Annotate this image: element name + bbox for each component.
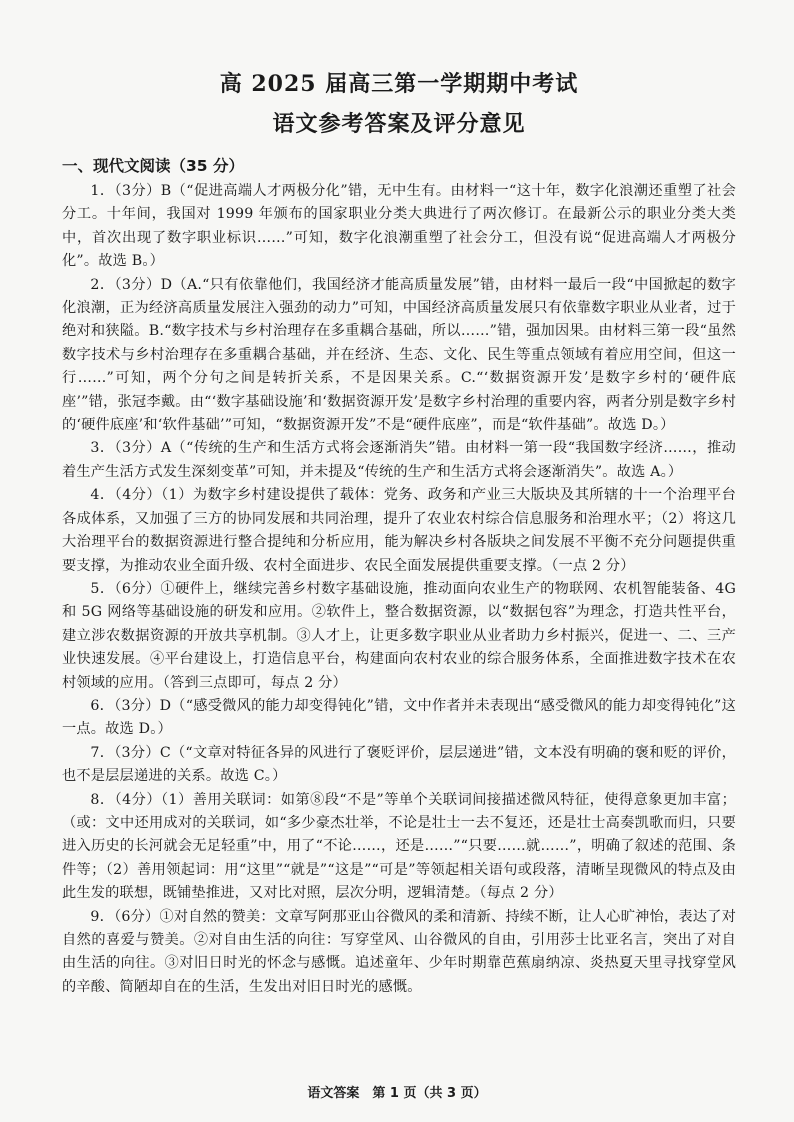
- page-footer: 语文答案 第 1 页（共 3 页）: [307, 1086, 487, 1101]
- answer-list: [62, 180, 736, 999]
- answer-item-4: 4．（4分）（1）为数字乡村建设提供了载体：党务、政务和产业三大版块及其所辖的十一个治理平台各成体系，又加强了三方的协同发展和共同治理，提升了农业农村综合信息服务和治理水平；（2）将这几大治理平台的数据资源进行整合提纯和分析应用，能为解决乡村各版块之间发展不平衡不充分问题提供重要支撑，为推动农业全面升级、农村全面进步、农民全面发展提供重要支撑。（一点 2 分）: [62, 487, 736, 574]
- answer-item-1: 1．（3分）B（“促进高端人才两极分化”错，无中生有。由材料一“这十年，数字化浪潮还重塑了社会分工。十年间，我国对 1999 年颁布的国家职业分类大典进行了两次修订。在最新公示的职业分类大类中，首次出现了数字职业标识……”可知，数字化浪潮重塑了社会分工，但没有说“促进高端人才两极分化”。故选 B。）: [62, 183, 736, 270]
- answer-item-7: 7．（3分）C（“文章对特征各异的风进行了褒贬评价，层层递进”错，文本没有明确的褒和贬的评价，也不是层层递进的关系。故选 C。）: [62, 744, 736, 785]
- answer-key-subtitle: 语文参考答案及评分意见: [272, 111, 526, 137]
- section-heading: 一、现代文阅读（35 分）: [62, 157, 244, 175]
- answer-item-8: 8．（4分）（1）善用关联词：如第⑧段“不是”等单个关联词间接描述微风特征，使得意象更加丰富；（或：文中还用成对的关联词，如“多少豪杰壮举，不论是壮士一去不复还，还是壮士高奏凯歌而归，只要进入历史的长河就会无足轻重”中，用了“不论……，还是……”“只要……就……”，明确了叙述的范围、条件等；（2）善用领起词：用“这里”“就是”“这是”“可是”等领起相关语句或段落，清晰呈现微风的特点及由此生发的联想，既铺垫推进，又对比对照，层次分明，逻辑清楚。（每点 2 分）: [62, 791, 736, 902]
- answer-item-5: 5．（6分）①硬件上，继续完善乡村数字基础设施，推动面向农业生产的物联网、农机智能装备、4G 和 5G 网络等基础设施的研发和应用。②软件上，整合数据资源，以“数据包容”为理念，打造共性平台，建立涉农数据资源的开放共享机制。③人才上，让更多数字职业从业者助力乡村振兴，促进一、二、三产业快速发展。④平台建设上，打造信息平台，构建面向农村农业的综合服务体系，全面推进数字技术在农村领域的应用。（答到三点即可，每点 2 分）: [62, 580, 736, 691]
- answer-item-9: 9．（6分）①对自然的赞美：文章写阿那亚山谷微风的柔和清新、持续不断，让人心旷神怡，表达了对自然的喜爱与赞美。②对自由生活的向往：写穿堂风、山谷微风的自由，引用莎士比亚名言，突出了对自由生活的向往。③对旧日时光的怀念与感慨。追述童年、少年时期靠芭蕉扇纳凉、炎热夏天里寻找穿堂风的辛酸、简陋却自在的生活，生发出对旧日时光的感慨。: [62, 908, 736, 995]
- answer-item-2: 2．（3分）D（A.“只有依靠他们，我国经济才能高质量发展”错，由材料一最后一段“中国掀起的数字化浪潮，正为经济高质量发展注入强劲的动力”可知，中国经济高质量发展只有依靠数字职业从业者，过于绝对和狭隘。B.“数字技术与乡村治理存在多重耦合基础，所以……”错，强加因果。由材料三第一段“虽然数字技术与乡村治理存在多重耦合基础，并在经济、生态、文化、民生等重点领域有着应用空间，但这一行……”可知，两个分句之间是转折关系，不是因果关系。C.“‘数据资源开发’是数字乡村的‘硬件底座’”错，张冠李戴。由“‘数字基础设施’和‘数据资源开发’是数字乡村治理的重要内容，两者分别是数字乡村的‘硬件底座’和‘软件基础’”可知，“数据资源开发”不是“硬件底座”，而是“软件基础”。故选 D。）: [62, 276, 736, 434]
- exam-title: 高 2025 届高三第一学期期中考试: [219, 71, 579, 97]
- answer-item-3: 3．（3分）A（“传统的生产和生活方式将会逐渐消失”错。由材料一第一段“我国数字经济……，推动着生产生活方式发生深刻变革”可知，并未提及“传统的生产和生活方式将会逐渐消失”。故选 A。）: [62, 440, 736, 480]
- answer-item-6: 6．（3分）D（“感受微风的能力却变得钝化”错，文中作者并未表现出“感受微风的能力却变得钝化”这一点。故选 D。）: [62, 697, 736, 738]
